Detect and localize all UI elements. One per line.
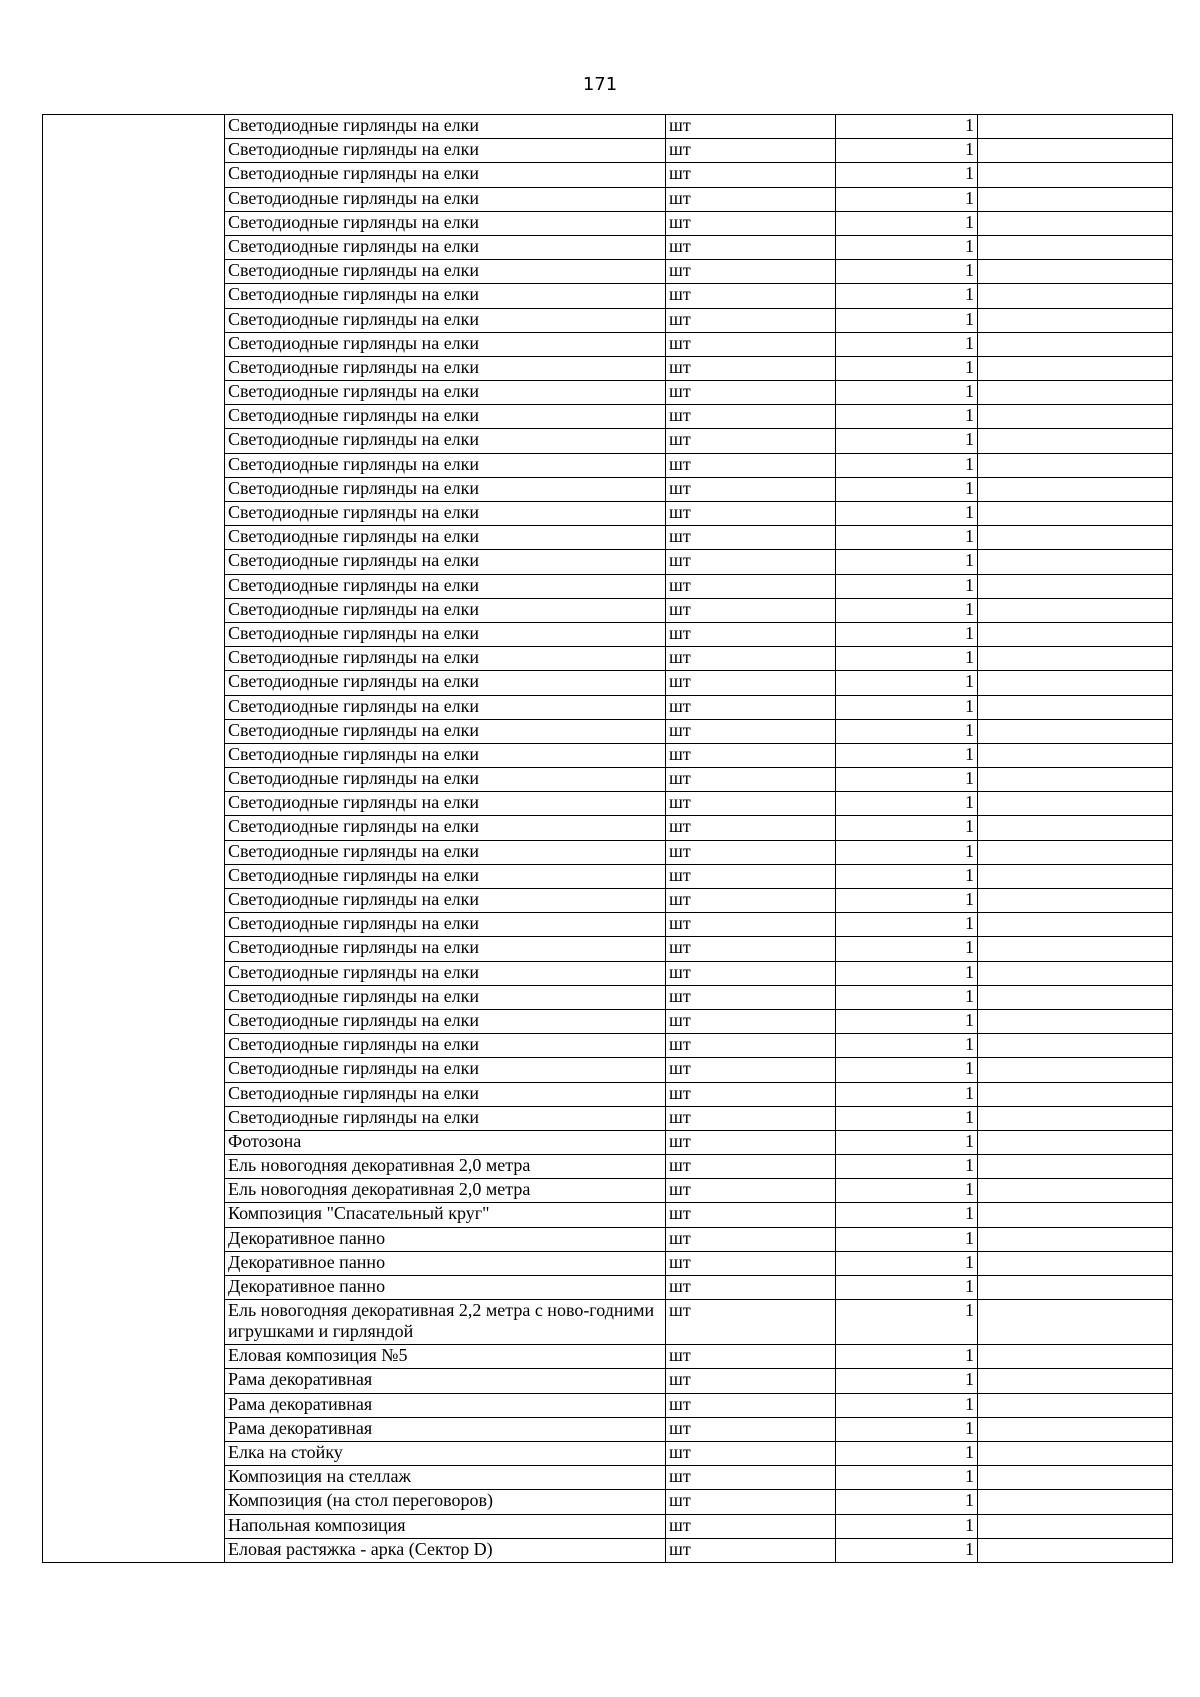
quantity-cell: 1: [836, 1300, 978, 1345]
unit-cell: шт: [666, 647, 836, 671]
quantity-cell: 1: [836, 235, 978, 259]
unit-cell: шт: [666, 115, 836, 139]
empty-cell: [978, 550, 1173, 574]
item-name-cell: Светодиодные гирлянды на елки: [225, 695, 666, 719]
quantity-cell: 1: [836, 115, 978, 139]
quantity-cell: 1: [836, 961, 978, 985]
empty-cell: [978, 622, 1173, 646]
unit-cell: шт: [666, 260, 836, 284]
unit-cell: шт: [666, 864, 836, 888]
item-name-cell: Светодиодные гирлянды на елки: [225, 356, 666, 380]
item-name-cell: Елка на стойку: [225, 1441, 666, 1465]
unit-cell: шт: [666, 768, 836, 792]
empty-cell: [978, 647, 1173, 671]
unit-cell: шт: [666, 1417, 836, 1441]
item-name-cell: Светодиодные гирлянды на елки: [225, 260, 666, 284]
empty-cell: [978, 961, 1173, 985]
unit-cell: шт: [666, 598, 836, 622]
inventory-table: [42, 114, 1173, 1563]
item-name-cell: Светодиодные гирлянды на елки: [225, 211, 666, 235]
unit-cell: шт: [666, 695, 836, 719]
merged-empty-cell: [43, 115, 225, 1563]
quantity-cell: 1: [836, 1130, 978, 1154]
quantity-cell: 1: [836, 163, 978, 187]
quantity-cell: 1: [836, 381, 978, 405]
quantity-cell: 1: [836, 332, 978, 356]
unit-cell: шт: [666, 1034, 836, 1058]
quantity-cell: 1: [836, 211, 978, 235]
unit-cell: шт: [666, 429, 836, 453]
quantity-cell: 1: [836, 284, 978, 308]
unit-cell: шт: [666, 937, 836, 961]
unit-cell: шт: [666, 284, 836, 308]
item-name-cell: Светодиодные гирлянды на елки: [225, 913, 666, 937]
unit-cell: шт: [666, 1203, 836, 1227]
item-name-cell: Светодиодные гирлянды на елки: [225, 622, 666, 646]
item-name-cell: Ель новогодняя декоративная 2,2 метра с ново-годними игрушками и гирляндой: [225, 1300, 666, 1345]
unit-cell: шт: [666, 961, 836, 985]
item-name-cell: Светодиодные гирлянды на елки: [225, 526, 666, 550]
item-name-cell: Светодиодные гирлянды на елки: [225, 961, 666, 985]
empty-cell: [978, 163, 1173, 187]
quantity-cell: 1: [836, 985, 978, 1009]
empty-cell: [978, 139, 1173, 163]
unit-cell: шт: [666, 1369, 836, 1393]
unit-cell: шт: [666, 816, 836, 840]
item-name-cell: Светодиодные гирлянды на елки: [225, 477, 666, 501]
unit-cell: шт: [666, 1009, 836, 1033]
item-name-cell: Светодиодные гирлянды на елки: [225, 1106, 666, 1130]
quantity-cell: 1: [836, 647, 978, 671]
quantity-cell: 1: [836, 889, 978, 913]
unit-cell: шт: [666, 622, 836, 646]
empty-cell: [978, 768, 1173, 792]
item-name-cell: Светодиодные гирлянды на елки: [225, 647, 666, 671]
empty-cell: [978, 1106, 1173, 1130]
item-name-cell: Напольная композиция: [225, 1514, 666, 1538]
quantity-cell: 1: [836, 550, 978, 574]
quantity-cell: 1: [836, 816, 978, 840]
unit-cell: шт: [666, 1514, 836, 1538]
quantity-cell: 1: [836, 1227, 978, 1251]
unit-cell: шт: [666, 1441, 836, 1465]
empty-cell: [978, 332, 1173, 356]
quantity-cell: 1: [836, 574, 978, 598]
quantity-cell: 1: [836, 139, 978, 163]
quantity-cell: 1: [836, 477, 978, 501]
empty-cell: [978, 816, 1173, 840]
empty-cell: [978, 284, 1173, 308]
item-name-cell: Светодиодные гирлянды на елки: [225, 671, 666, 695]
unit-cell: шт: [666, 1466, 836, 1490]
unit-cell: шт: [666, 453, 836, 477]
item-name-cell: Рама декоративная: [225, 1417, 666, 1441]
quantity-cell: 1: [836, 405, 978, 429]
unit-cell: шт: [666, 1155, 836, 1179]
quantity-cell: 1: [836, 671, 978, 695]
empty-cell: [978, 1034, 1173, 1058]
item-name-cell: Светодиодные гирлянды на елки: [225, 187, 666, 211]
page-number: 171: [582, 74, 618, 95]
empty-cell: [978, 1490, 1173, 1514]
unit-cell: шт: [666, 356, 836, 380]
unit-cell: шт: [666, 1130, 836, 1154]
empty-cell: [978, 356, 1173, 380]
quantity-cell: 1: [836, 792, 978, 816]
item-name-cell: Светодиодные гирлянды на елки: [225, 1034, 666, 1058]
item-name-cell: Декоративное панно: [225, 1276, 666, 1300]
quantity-cell: 1: [836, 864, 978, 888]
quantity-cell: 1: [836, 695, 978, 719]
empty-cell: [978, 574, 1173, 598]
unit-cell: шт: [666, 235, 836, 259]
empty-cell: [978, 1155, 1173, 1179]
quantity-cell: 1: [836, 356, 978, 380]
quantity-cell: 1: [836, 1034, 978, 1058]
unit-cell: шт: [666, 671, 836, 695]
empty-cell: [978, 889, 1173, 913]
unit-cell: шт: [666, 381, 836, 405]
empty-cell: [978, 1251, 1173, 1275]
quantity-cell: 1: [836, 453, 978, 477]
unit-cell: шт: [666, 574, 836, 598]
unit-cell: шт: [666, 1345, 836, 1369]
item-name-cell: Светодиодные гирлянды на елки: [225, 115, 666, 139]
quantity-cell: 1: [836, 598, 978, 622]
unit-cell: шт: [666, 889, 836, 913]
item-name-cell: Декоративное панно: [225, 1227, 666, 1251]
empty-cell: [978, 1538, 1173, 1562]
empty-cell: [978, 695, 1173, 719]
empty-cell: [978, 477, 1173, 501]
item-name-cell: Светодиодные гирлянды на елки: [225, 429, 666, 453]
empty-cell: [978, 260, 1173, 284]
empty-cell: [978, 719, 1173, 743]
unit-cell: шт: [666, 913, 836, 937]
item-name-cell: Светодиодные гирлянды на елки: [225, 1058, 666, 1082]
item-name-cell: Светодиодные гирлянды на елки: [225, 937, 666, 961]
empty-cell: [978, 308, 1173, 332]
item-name-cell: Светодиодные гирлянды на елки: [225, 768, 666, 792]
unit-cell: шт: [666, 139, 836, 163]
item-name-cell: Композиция на стеллаж: [225, 1466, 666, 1490]
quantity-cell: 1: [836, 1417, 978, 1441]
empty-cell: [978, 1276, 1173, 1300]
quantity-cell: 1: [836, 1058, 978, 1082]
quantity-cell: 1: [836, 1179, 978, 1203]
quantity-cell: 1: [836, 1369, 978, 1393]
quantity-cell: 1: [836, 1538, 978, 1562]
item-name-cell: Светодиодные гирлянды на елки: [225, 139, 666, 163]
empty-cell: [978, 598, 1173, 622]
quantity-cell: 1: [836, 187, 978, 211]
item-name-cell: Светодиодные гирлянды на елки: [225, 308, 666, 332]
empty-cell: [978, 381, 1173, 405]
empty-cell: [978, 1300, 1173, 1345]
item-name-cell: Светодиодные гирлянды на елки: [225, 864, 666, 888]
item-name-cell: Светодиодные гирлянды на елки: [225, 453, 666, 477]
empty-cell: [978, 405, 1173, 429]
quantity-cell: 1: [836, 1490, 978, 1514]
empty-cell: [978, 429, 1173, 453]
empty-cell: [978, 985, 1173, 1009]
unit-cell: шт: [666, 477, 836, 501]
quantity-cell: 1: [836, 1203, 978, 1227]
item-name-cell: Светодиодные гирлянды на елки: [225, 792, 666, 816]
unit-cell: шт: [666, 332, 836, 356]
unit-cell: шт: [666, 792, 836, 816]
item-name-cell: Светодиодные гирлянды на елки: [225, 550, 666, 574]
empty-cell: [978, 502, 1173, 526]
unit-cell: шт: [666, 743, 836, 767]
unit-cell: шт: [666, 985, 836, 1009]
quantity-cell: 1: [836, 1441, 978, 1465]
quantity-cell: 1: [836, 840, 978, 864]
item-name-cell: Светодиодные гирлянды на елки: [225, 743, 666, 767]
quantity-cell: 1: [836, 768, 978, 792]
unit-cell: шт: [666, 1082, 836, 1106]
item-name-cell: Светодиодные гирлянды на елки: [225, 840, 666, 864]
unit-cell: шт: [666, 1393, 836, 1417]
unit-cell: шт: [666, 1058, 836, 1082]
unit-cell: шт: [666, 840, 836, 864]
quantity-cell: 1: [836, 1345, 978, 1369]
unit-cell: шт: [666, 405, 836, 429]
empty-cell: [978, 1009, 1173, 1033]
unit-cell: шт: [666, 502, 836, 526]
item-name-cell: Светодиодные гирлянды на елки: [225, 889, 666, 913]
item-name-cell: Светодиодные гирлянды на елки: [225, 985, 666, 1009]
quantity-cell: 1: [836, 1276, 978, 1300]
quantity-cell: 1: [836, 502, 978, 526]
empty-cell: [978, 743, 1173, 767]
empty-cell: [978, 1514, 1173, 1538]
empty-cell: [978, 453, 1173, 477]
item-name-cell: Композиция (на стол переговоров): [225, 1490, 666, 1514]
empty-cell: [978, 1227, 1173, 1251]
item-name-cell: Композиция "Спасательный круг": [225, 1203, 666, 1227]
quantity-cell: 1: [836, 1155, 978, 1179]
empty-cell: [978, 115, 1173, 139]
unit-cell: шт: [666, 1538, 836, 1562]
empty-cell: [978, 1417, 1173, 1441]
empty-cell: [978, 913, 1173, 937]
unit-cell: шт: [666, 187, 836, 211]
empty-cell: [978, 187, 1173, 211]
quantity-cell: 1: [836, 1466, 978, 1490]
item-name-cell: Рама декоративная: [225, 1369, 666, 1393]
quantity-cell: 1: [836, 1106, 978, 1130]
empty-cell: [978, 211, 1173, 235]
unit-cell: шт: [666, 1490, 836, 1514]
unit-cell: шт: [666, 1227, 836, 1251]
quantity-cell: 1: [836, 1009, 978, 1033]
item-name-cell: Рама декоративная: [225, 1393, 666, 1417]
empty-cell: [978, 1466, 1173, 1490]
empty-cell: [978, 1179, 1173, 1203]
empty-cell: [978, 840, 1173, 864]
quantity-cell: 1: [836, 937, 978, 961]
item-name-cell: Светодиодные гирлянды на елки: [225, 502, 666, 526]
quantity-cell: 1: [836, 1251, 978, 1275]
item-name-cell: Светодиодные гирлянды на елки: [225, 332, 666, 356]
item-name-cell: Светодиодные гирлянды на елки: [225, 1009, 666, 1033]
empty-cell: [978, 792, 1173, 816]
quantity-cell: 1: [836, 260, 978, 284]
quantity-cell: 1: [836, 719, 978, 743]
quantity-cell: 1: [836, 913, 978, 937]
unit-cell: шт: [666, 550, 836, 574]
item-name-cell: Светодиодные гирлянды на елки: [225, 816, 666, 840]
unit-cell: шт: [666, 1179, 836, 1203]
item-name-cell: Ель новогодняя декоративная 2,0 метра: [225, 1155, 666, 1179]
unit-cell: шт: [666, 308, 836, 332]
quantity-cell: 1: [836, 622, 978, 646]
item-name-cell: Ель новогодняя декоративная 2,0 метра: [225, 1179, 666, 1203]
empty-cell: [978, 671, 1173, 695]
empty-cell: [978, 1130, 1173, 1154]
item-name-cell: Светодиодные гирлянды на елки: [225, 284, 666, 308]
item-name-cell: Декоративное панно: [225, 1251, 666, 1275]
quantity-cell: 1: [836, 743, 978, 767]
empty-cell: [978, 526, 1173, 550]
unit-cell: шт: [666, 526, 836, 550]
quantity-cell: 1: [836, 1082, 978, 1106]
item-name-cell: Еловая композиция №5: [225, 1345, 666, 1369]
quantity-cell: 1: [836, 526, 978, 550]
empty-cell: [978, 1345, 1173, 1369]
table-row: [43, 115, 1173, 139]
unit-cell: шт: [666, 1300, 836, 1345]
quantity-cell: 1: [836, 429, 978, 453]
quantity-cell: 1: [836, 1393, 978, 1417]
item-name-cell: Светодиодные гирлянды на елки: [225, 1082, 666, 1106]
item-name-cell: Светодиодные гирлянды на елки: [225, 163, 666, 187]
empty-cell: [978, 1058, 1173, 1082]
item-name-cell: Светодиодные гирлянды на елки: [225, 235, 666, 259]
item-name-cell: Светодиодные гирлянды на елки: [225, 405, 666, 429]
inventory-table-body: [43, 115, 1173, 1563]
unit-cell: шт: [666, 1106, 836, 1130]
item-name-cell: Светодиодные гирлянды на елки: [225, 598, 666, 622]
unit-cell: шт: [666, 1251, 836, 1275]
item-name-cell: Еловая растяжка - арка (Сектор D): [225, 1538, 666, 1562]
empty-cell: [978, 864, 1173, 888]
quantity-cell: 1: [836, 1514, 978, 1538]
quantity-cell: 1: [836, 308, 978, 332]
item-name-cell: Светодиодные гирлянды на елки: [225, 574, 666, 598]
unit-cell: шт: [666, 211, 836, 235]
unit-cell: шт: [666, 1276, 836, 1300]
empty-cell: [978, 1393, 1173, 1417]
empty-cell: [978, 1441, 1173, 1465]
empty-cell: [978, 235, 1173, 259]
empty-cell: [978, 1369, 1173, 1393]
item-name-cell: Фотозона: [225, 1130, 666, 1154]
item-name-cell: Светодиодные гирлянды на елки: [225, 719, 666, 743]
empty-cell: [978, 1082, 1173, 1106]
item-name-cell: Светодиодные гирлянды на елки: [225, 381, 666, 405]
empty-cell: [978, 937, 1173, 961]
unit-cell: шт: [666, 719, 836, 743]
empty-cell: [978, 1203, 1173, 1227]
unit-cell: шт: [666, 163, 836, 187]
